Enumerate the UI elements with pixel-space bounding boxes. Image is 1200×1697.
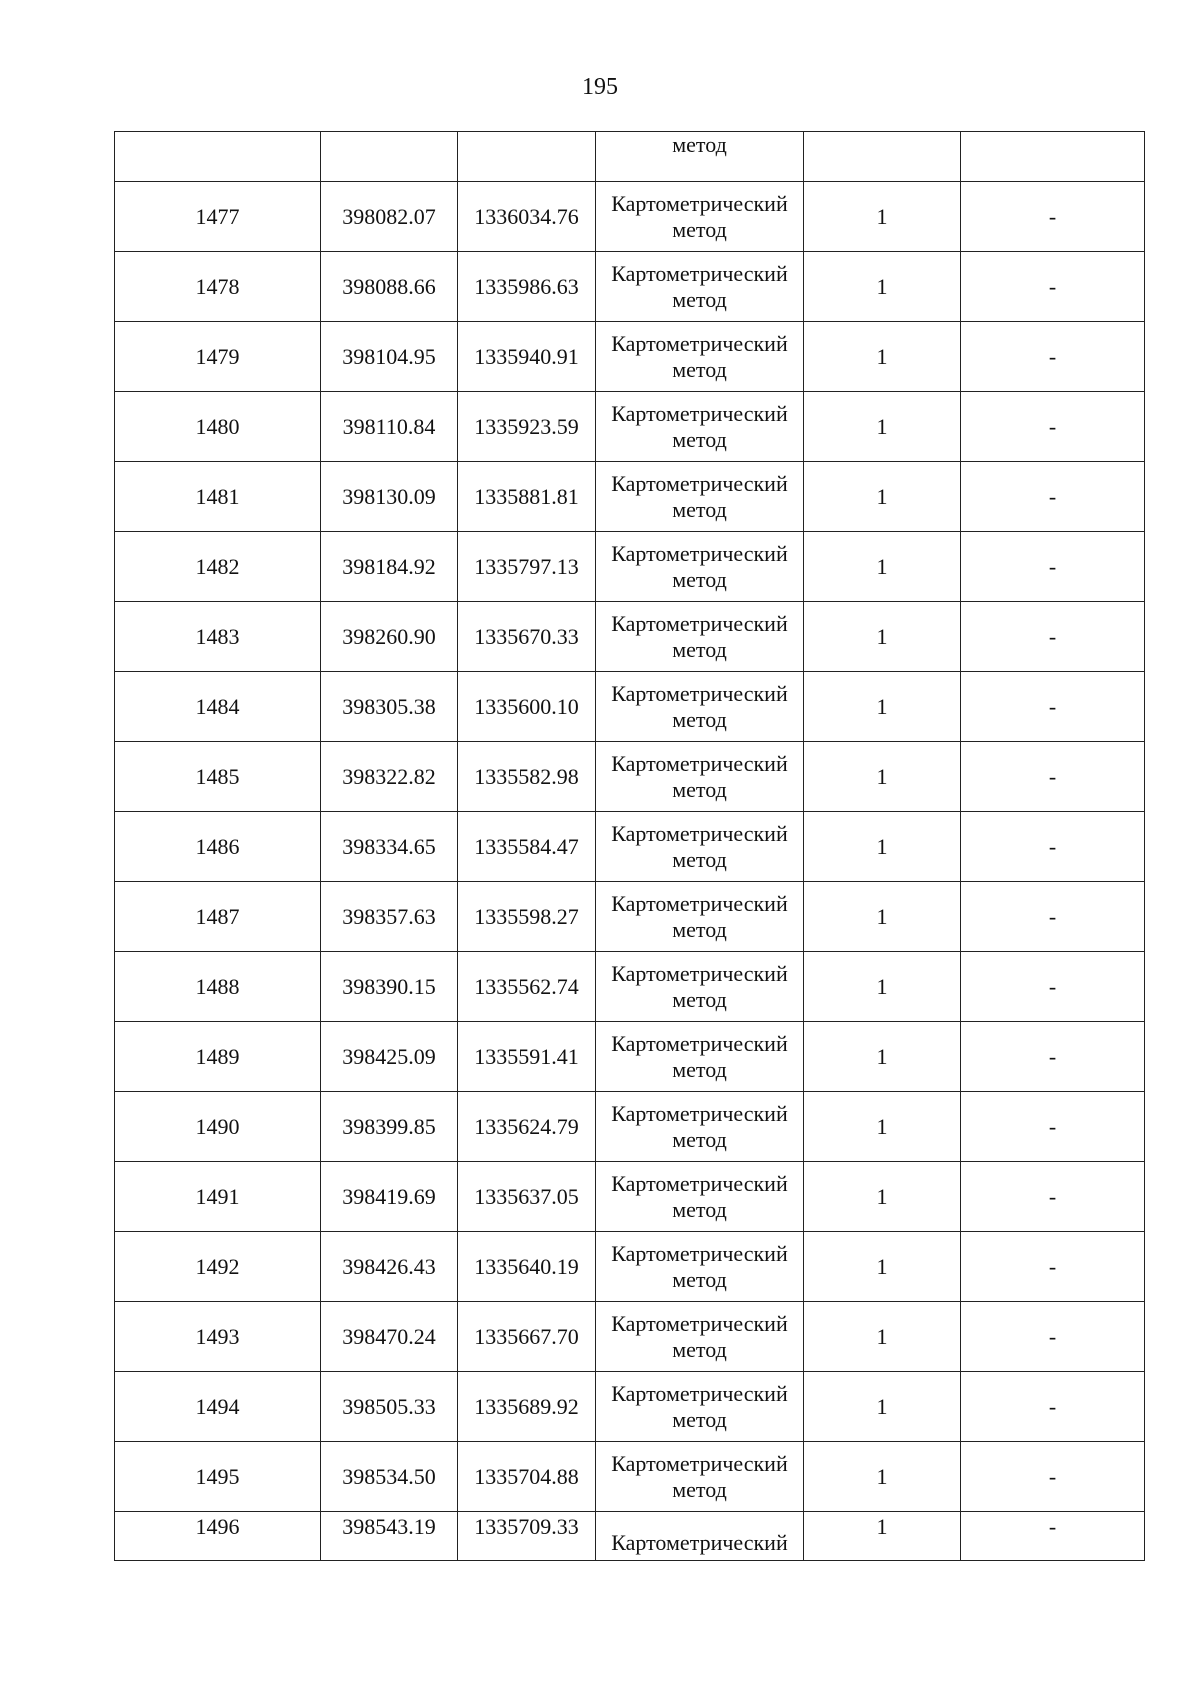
cell-description bbox=[961, 132, 1145, 182]
method-line-2: метод bbox=[672, 916, 727, 942]
cell-accuracy: 1 bbox=[804, 392, 961, 462]
cell-y: 1335704.88 bbox=[458, 1442, 596, 1512]
table-row bbox=[115, 182, 1145, 252]
cell-y: 1335584.47 bbox=[458, 812, 596, 882]
method-line-2: метод bbox=[672, 216, 727, 242]
cell-x: 398260.90 bbox=[321, 602, 458, 672]
method-line-1: Картометрический bbox=[611, 610, 788, 636]
table-row bbox=[115, 462, 1145, 532]
cell-x: 398334.65 bbox=[321, 812, 458, 882]
cell-accuracy: 1 bbox=[804, 602, 961, 672]
table-row bbox=[115, 952, 1145, 1022]
method-line-1: Картометрический bbox=[611, 890, 788, 916]
cell-description: - bbox=[961, 252, 1145, 322]
cell-method bbox=[596, 1232, 804, 1302]
table-row bbox=[115, 602, 1145, 672]
cell-description: - bbox=[961, 1512, 1145, 1561]
cell-y: 1335709.33 bbox=[458, 1512, 596, 1561]
cell-accuracy bbox=[804, 132, 961, 182]
method-line-1: Картометрический bbox=[611, 1450, 788, 1476]
cell-x: 398399.85 bbox=[321, 1092, 458, 1162]
cell-point: 1479 bbox=[115, 322, 321, 392]
table-row bbox=[115, 812, 1145, 882]
cell-method bbox=[596, 1372, 804, 1442]
cell-point: 1493 bbox=[115, 1302, 321, 1372]
method-line-1: Картометрический bbox=[611, 470, 788, 496]
method-line-2: метод bbox=[672, 986, 727, 1012]
cell-x: 398110.84 bbox=[321, 392, 458, 462]
cell-accuracy: 1 bbox=[804, 1092, 961, 1162]
cell-point: 1478 bbox=[115, 252, 321, 322]
cell-accuracy: 1 bbox=[804, 812, 961, 882]
table-row bbox=[115, 1162, 1145, 1232]
cell-point: 1496 bbox=[115, 1512, 321, 1561]
cell-method bbox=[596, 882, 804, 952]
cell-accuracy: 1 bbox=[804, 882, 961, 952]
method-line-1: Картометрический bbox=[611, 680, 788, 706]
cell-description: - bbox=[961, 462, 1145, 532]
cell-point bbox=[115, 132, 321, 182]
cell-accuracy: 1 bbox=[804, 532, 961, 602]
method-line-1: Картометрический bbox=[611, 1170, 788, 1196]
cell-x: 398104.95 bbox=[321, 322, 458, 392]
cell-point: 1495 bbox=[115, 1442, 321, 1512]
cell-x: 398425.09 bbox=[321, 1022, 458, 1092]
method-line-2: метод bbox=[672, 776, 727, 802]
cell-method bbox=[596, 812, 804, 882]
table-row bbox=[115, 532, 1145, 602]
cell-point: 1484 bbox=[115, 672, 321, 742]
cell-point: 1490 bbox=[115, 1092, 321, 1162]
cell-description: - bbox=[961, 322, 1145, 392]
method-line-2: метод bbox=[672, 426, 727, 452]
cell-method bbox=[596, 252, 804, 322]
cell-method bbox=[596, 322, 804, 392]
table-row bbox=[115, 392, 1145, 462]
cell-method bbox=[596, 462, 804, 532]
cell-point: 1483 bbox=[115, 602, 321, 672]
cell-method bbox=[596, 1442, 804, 1512]
table-row bbox=[115, 322, 1145, 392]
method-line-1: Картометрический bbox=[611, 1030, 788, 1056]
table-row bbox=[115, 882, 1145, 952]
cell-description: - bbox=[961, 1372, 1145, 1442]
cell-method bbox=[596, 532, 804, 602]
cell-y: 1335600.10 bbox=[458, 672, 596, 742]
cell-method bbox=[596, 1022, 804, 1092]
table-row bbox=[115, 742, 1145, 812]
cell-y: 1335881.81 bbox=[458, 462, 596, 532]
cell-accuracy: 1 bbox=[804, 1302, 961, 1372]
cell-description: - bbox=[961, 1442, 1145, 1512]
cell-accuracy: 1 bbox=[804, 1512, 961, 1561]
method-line-1: Картометрический bbox=[611, 1240, 788, 1266]
cell-accuracy: 1 bbox=[804, 672, 961, 742]
cell-accuracy: 1 bbox=[804, 1162, 961, 1232]
cell-y: 1335562.74 bbox=[458, 952, 596, 1022]
cell-accuracy: 1 bbox=[804, 952, 961, 1022]
cell-accuracy: 1 bbox=[804, 742, 961, 812]
table-row bbox=[115, 1442, 1145, 1512]
cell-y: 1335797.13 bbox=[458, 532, 596, 602]
cell-y: 1335923.59 bbox=[458, 392, 596, 462]
cell-point: 1486 bbox=[115, 812, 321, 882]
cell-accuracy: 1 bbox=[804, 1022, 961, 1092]
cell-method bbox=[596, 1302, 804, 1372]
cell-description: - bbox=[961, 182, 1145, 252]
cell-x: 398130.09 bbox=[321, 462, 458, 532]
cell-description: - bbox=[961, 882, 1145, 952]
cell-point: 1494 bbox=[115, 1372, 321, 1442]
cell-x: 398082.07 bbox=[321, 182, 458, 252]
method-line-1: Картометрический bbox=[611, 1380, 788, 1406]
method-line-2: метод bbox=[672, 636, 727, 662]
method-line-1: Картометрический bbox=[611, 750, 788, 776]
cell-y: 1335637.05 bbox=[458, 1162, 596, 1232]
cell-description: - bbox=[961, 1232, 1145, 1302]
table-row-continuation bbox=[115, 132, 1145, 182]
cell-description: - bbox=[961, 1022, 1145, 1092]
method-line-1: Картометрический bbox=[611, 260, 788, 286]
method-line-2: метод bbox=[672, 566, 727, 592]
table-row bbox=[115, 1372, 1145, 1442]
cell-accuracy: 1 bbox=[804, 1442, 961, 1512]
cell-description: - bbox=[961, 1162, 1145, 1232]
cell-x: 398470.24 bbox=[321, 1302, 458, 1372]
cell-point: 1477 bbox=[115, 182, 321, 252]
cell-x: 398088.66 bbox=[321, 252, 458, 322]
coordinates-table-body bbox=[115, 132, 1145, 1561]
cell-accuracy: 1 bbox=[804, 462, 961, 532]
method-line-2: метод bbox=[672, 1336, 727, 1362]
cell-accuracy: 1 bbox=[804, 252, 961, 322]
cell-x: 398505.33 bbox=[321, 1372, 458, 1442]
cell-point: 1489 bbox=[115, 1022, 321, 1092]
cell-x: 398390.15 bbox=[321, 952, 458, 1022]
cell-point: 1485 bbox=[115, 742, 321, 812]
method-line-2: метод bbox=[672, 496, 727, 522]
method-line-2: метод bbox=[672, 1196, 727, 1222]
cell-description: - bbox=[961, 532, 1145, 602]
method-line-1: Картометрический bbox=[611, 330, 788, 356]
cell-description: - bbox=[961, 812, 1145, 882]
table-row bbox=[115, 1232, 1145, 1302]
cell-x: 398534.50 bbox=[321, 1442, 458, 1512]
coordinates-table bbox=[114, 131, 1145, 1561]
cell-y: 1335591.41 bbox=[458, 1022, 596, 1092]
method-line-2: метод bbox=[672, 846, 727, 872]
cell-x: 398184.92 bbox=[321, 532, 458, 602]
cell-method: Картометрический bbox=[596, 1512, 804, 1561]
cell-description: - bbox=[961, 392, 1145, 462]
method-line-2: метод bbox=[672, 1406, 727, 1432]
cell-method bbox=[596, 672, 804, 742]
cell-x: 398419.69 bbox=[321, 1162, 458, 1232]
cell-x: 398357.63 bbox=[321, 882, 458, 952]
cell-x: 398426.43 bbox=[321, 1232, 458, 1302]
cell-description: - bbox=[961, 672, 1145, 742]
cell-y: 1335689.92 bbox=[458, 1372, 596, 1442]
cell-method bbox=[596, 602, 804, 672]
cell-point: 1481 bbox=[115, 462, 321, 532]
table-row bbox=[115, 1512, 1145, 1561]
cell-method bbox=[596, 182, 804, 252]
cell-method bbox=[596, 952, 804, 1022]
cell-method bbox=[596, 742, 804, 812]
method-line-1: Картометрический bbox=[611, 1100, 788, 1126]
cell-y: 1335598.27 bbox=[458, 882, 596, 952]
cell-y: 1335670.33 bbox=[458, 602, 596, 672]
method-line-1: Картометрический bbox=[611, 400, 788, 426]
cell-x: 398543.19 bbox=[321, 1512, 458, 1561]
method-line-2: метод bbox=[672, 356, 727, 382]
cell-point: 1480 bbox=[115, 392, 321, 462]
method-line-2: метод bbox=[672, 1476, 727, 1502]
cell-accuracy: 1 bbox=[804, 1372, 961, 1442]
cell-y: 1335986.63 bbox=[458, 252, 596, 322]
cell-accuracy: 1 bbox=[804, 182, 961, 252]
table-row bbox=[115, 1022, 1145, 1092]
table-row bbox=[115, 672, 1145, 742]
table-row bbox=[115, 252, 1145, 322]
page-number: 195 bbox=[582, 74, 618, 100]
cell-x bbox=[321, 132, 458, 182]
cell-accuracy: 1 bbox=[804, 322, 961, 392]
cell-method: метод bbox=[596, 132, 804, 182]
cell-method bbox=[596, 1092, 804, 1162]
cell-x: 398305.38 bbox=[321, 672, 458, 742]
method-line-2: метод bbox=[672, 1056, 727, 1082]
method-line-1: Картометрический bbox=[611, 540, 788, 566]
cell-point: 1487 bbox=[115, 882, 321, 952]
cell-method bbox=[596, 1162, 804, 1232]
method-line-1: Картометрический bbox=[611, 820, 788, 846]
cell-description: - bbox=[961, 1302, 1145, 1372]
cell-y bbox=[458, 132, 596, 182]
cell-description: - bbox=[961, 742, 1145, 812]
cell-point: 1491 bbox=[115, 1162, 321, 1232]
cell-x: 398322.82 bbox=[321, 742, 458, 812]
table-row bbox=[115, 1302, 1145, 1372]
method-line-2: метод bbox=[672, 706, 727, 732]
table-row bbox=[115, 1092, 1145, 1162]
cell-y: 1335667.70 bbox=[458, 1302, 596, 1372]
cell-point: 1488 bbox=[115, 952, 321, 1022]
cell-y: 1335624.79 bbox=[458, 1092, 596, 1162]
method-line-2: метод bbox=[672, 1126, 727, 1152]
cell-method bbox=[596, 392, 804, 462]
method-line-1: Картометрический bbox=[611, 1310, 788, 1336]
cell-accuracy: 1 bbox=[804, 1232, 961, 1302]
method-line-2: метод bbox=[672, 1266, 727, 1292]
cell-y: 1335640.19 bbox=[458, 1232, 596, 1302]
cell-y: 1335582.98 bbox=[458, 742, 596, 812]
cell-description: - bbox=[961, 602, 1145, 672]
cell-description: - bbox=[961, 952, 1145, 1022]
cell-y: 1335940.91 bbox=[458, 322, 596, 392]
method-line-1: Картометрический bbox=[611, 960, 788, 986]
cell-y: 1336034.76 bbox=[458, 182, 596, 252]
cell-point: 1492 bbox=[115, 1232, 321, 1302]
cell-description: - bbox=[961, 1092, 1145, 1162]
method-line-2: метод bbox=[672, 286, 727, 312]
cell-point: 1482 bbox=[115, 532, 321, 602]
method-line-1: Картометрический bbox=[611, 190, 788, 216]
